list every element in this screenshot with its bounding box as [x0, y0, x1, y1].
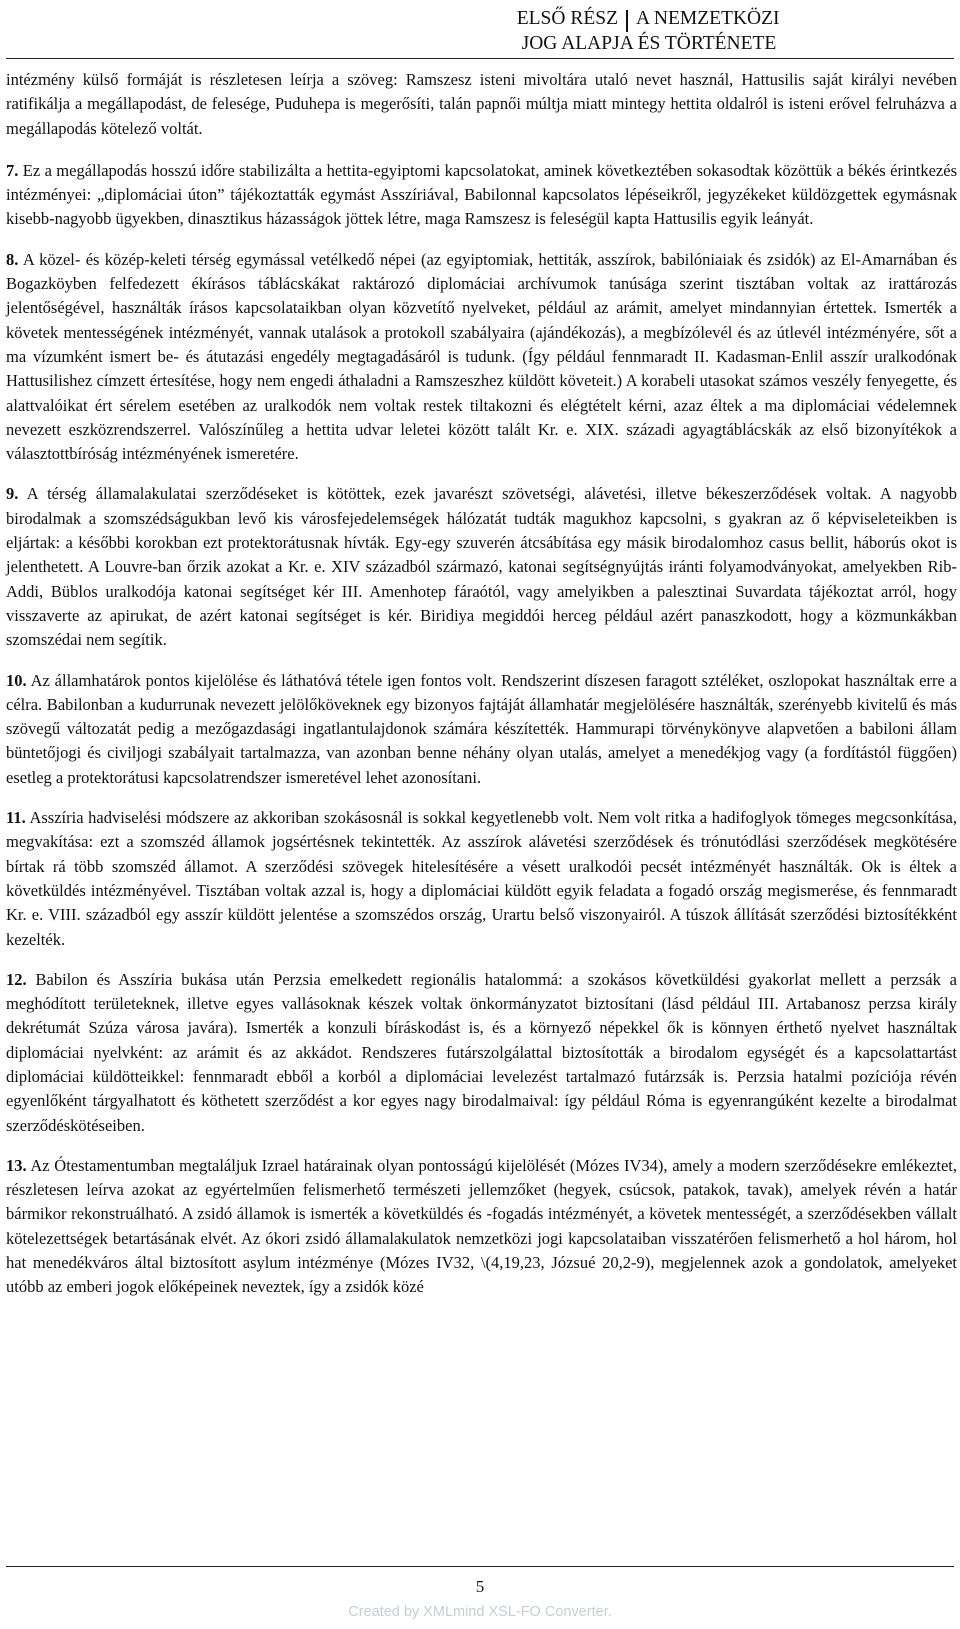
- running-header: [0, 4, 960, 56]
- paragraph-number: 7.: [6, 160, 19, 180]
- paragraph-text: A közel- és közép-keleti térség egymással vetélkedő népei (az egyiptomiak, hettiták, asszírok, babilóniaiak és zsidók) az El-Amarnában és Bogazköyben felfedezett ékírásos táblácskákat raktározó diplomáciai archívumok tanúsága szerint tisztában voltak az irattározás jelentőségével, használták írásos kapcsolataikban olyan közvetítő nyelveket, például az arámit, amelyet mindannyian értettek. Ismerték a követek mentességének intézményét, vannak utalások a protokoll szabályaira (ajándékozás), a megbízólevél és az útlevél intézményére, sőt a ma vízumként ismert be- és átutazási engedély megtagadásáról is tudunk. (Így például fennmaradt II. Kadasman-Enlil asszír uralkodónak Hattusilishez címzett értesítése, hogy nem engedi áthaladni a Ramszeszhez küldött követeit.) A korabeli utasokat számos veszély fenyegette, és alattvalóikat ért sérelem esetében az uralkodók nem voltak restek tiltakozni és elégtételt kérni, azaz éltek a ma diplomáciai védelemnek nevezett eszközrendszerrel. Valószínűleg a hettita udvar leletei között talált Kr. e. XIX. századi agyagtáblácskák az első bizonyítékok a választottbíróság intézményének ismeretére.: [6, 249, 957, 464]
- paragraph-text: Ez a megállapodás hosszú időre stabilizálta a hettita-egyiptomi kapcsolatokat, aminek következtében sokasodtak közöttük a békés érintkezés intézményei: „diplomáciai úton” tájékoztatták egymást Asszíriával, Babilonnal kapcsolatos lépéseikről, jegyzékeket küldözgettek egymásnak kisebb-nagyobb ügyekben, dinasztikus házasságok jöttek létre, maga Ramszesz is feleségül kapta Hattusilis egyik leányát.: [6, 160, 957, 229]
- paragraph: [6, 806, 957, 952]
- paragraph: [6, 248, 957, 467]
- document-body: [6, 68, 957, 1316]
- paragraph-text: Az Ótestamentumban megtaláljuk Izrael határainak olyan pontosságú kijelölését (Mózes IV34), amely a modern szerződésekre emlékeztet, részletesen leírva azokat az egyértelműen felismerhető természeti jellemzőket (hegyek, csúcsok, patakok, tavak), amelyek révén a határ bármikor rekonstruálható. A zsidó államok is ismerték a követküldés és -fogadás intézményét, a követek mentességét, a szerződésekben vállalt kötelezettségek betartásának elvét. Az ókori zsidó államalakulatok nemzetközi jogi kapcsolataiban visszatérően felismerhető a hol három, hol hat menedékváros által biztosított asylum intézménye (Mózes IV32, \(4,19,23, Józsué 20,2-9), megjelennek azok a gondolatok, amelyeket utóbb az emberi jogok előképeinek neveztek, így a zsidók közé: [6, 1155, 958, 1297]
- paragraph-number: 8.: [6, 249, 19, 269]
- header-chapter-line1: A NEMZETKÖZI: [636, 8, 780, 29]
- paragraph: [6, 68, 957, 141]
- footer-rule: [6, 1566, 954, 1567]
- header-part-label: ELSŐ RÉSZ: [516, 8, 618, 29]
- paragraph-number: 11.: [6, 808, 26, 828]
- paragraph-number: 13.: [6, 1155, 27, 1175]
- header-separator: [626, 10, 628, 32]
- paragraph: [6, 669, 957, 790]
- paragraph-text: Babilon és Asszíria bukása után Perzsia emelkedett regionális hatalommá: a szokásos követküldési gyakorlat mellett a perzsák a meghódított területeknek, illetve egyes vallásoknak készek voltak önkormányzatot biztosítani (lásd például III. Artabanosz perzsa király dekrétumát Szúza városa javára). Ismerték a konzuli bíráskodást is, és a környező népekkel ők is könnyen érthető nyelvet használtak diplomáciai nyelvként: az arámit és az akkádot. Rendszeres futárszolgálattal biztosították a birodalom egységét és a kapcsolattartást diplomáciai küldötteikkel: fennmaradt ebből a korból a diplomáciai levelezést tartalmazó futárzsák is. Perzsia hatalmi pozíciója révén egyenlőként tárgyalhatott és köthetett szerződést a kor egyes nagy birodalmaival: így például Róma is egyenrangúként kezelte a birodalmat szerződéskötéseiben.: [6, 969, 958, 1135]
- converter-credit: Created by XMLmind XSL-FO Converter.: [348, 1604, 612, 1620]
- paragraph: [6, 482, 957, 652]
- paragraph-text: A térség államalakulatai szerződéseket is kötöttek, ezek javarészt szövetségi, alávetési, illetve békeszerződések voltak. A nagyobb birodalmak a szomszédságukban levő kis városfejedelemségek hálózatát tudták magukhoz kapcsolni, s gyakran az ő képviseleteikben is eljártak: a későbbi korokban ezt protektorátusnak hívták. Egy-egy szuverén átcsábítása egy másik birodalomhoz casus bellit, háborús okot is jelenthetett. A Louvre-ban őrzik azokat a Kr. e. XIV századból származó, katonai segítségnyújtás iránti folyamodványokat, amelyekben Rib-Addi, Büblos uralkodója katonai segítséget kér III. Amenhotep fáraótól, vagy amelyikben a palesztinai Suvardata tájékoztat arról, hogy visszaverte az apirukat, de azért katonai segítséget is kér. Biridiya megiddói herceg például azért panaszkodott, hogy a közmunkákban szomszédai nem segítik.: [6, 484, 958, 650]
- paragraph-text: intézmény külső formáját is részletesen leírja a szöveg: Ramszesz isteni mivoltára utaló nevet használ, Hattusilis saját királyi nevében ratifikálja a megállapodást, de felesége, Puduhepa is megerősíti, talán papnői múltja miatt mintegy hettita oldalról is isteni erővel felruházva a megállapodás kötelező voltát.: [6, 70, 957, 138]
- header-rule: [6, 58, 954, 59]
- page-number: 5: [475, 1577, 485, 1596]
- paragraph-number: 12.: [6, 969, 27, 989]
- paragraph-text: Asszíria hadviselési módszere az akkoriban szokásosnál is sokkal kegyetlenebb volt. Nem volt ritka a hadifoglyok tömeges megcsonkítása, megvakítása: ezt a szomszéd államok jogsértésnek tekintették. Az asszírok alávetési szerződések és trónutódlási szerződések megkötésére bírtak rá több szomszéd államot. A szerződési szövegek hitelesítésére a vésett uralkodói pecsét intézményét használták. Ok is éltek a követküldés intézményével. Tisztában voltak azzal is, hogy a diplomáciai küldött egyik feladata a fogadó ország megismerése, és fennmaradt Kr. e. VIII. századból egy asszír küldött jelentése a szomszédos ország, Urartu belső viszonyairól. A túszok állítását szerződési biztosítékként kezelték.: [6, 808, 957, 949]
- header-chapter-line2: JOG ALAPJA ÉS TÖRTÉNETE: [521, 33, 777, 54]
- paragraph-number: 10.: [6, 670, 27, 690]
- paragraph-number: 9.: [6, 484, 19, 504]
- paragraph: [6, 968, 957, 1138]
- paragraph-text: Az államhatárok pontos kijelölése és láthatóvá tétele igen fontos volt. Rendszerint díszesen faragott sztéléket, oszlopokat használtak erre a célra. Babilonban a kudurrunak nevezett jelölőköveknek egy bizonyos fajtáját államhatár megjelölésére használták, szerényebb kivitelű és más szövegű változatát pedig a mezőgazdasági ingatlantulajdonok számára készítették. Hammurapi törvénykönyve alapvetően a babiloni állam büntetőjogi és civiljogi szabályait tartalmazza, van azonban benne néhány olyan utalás, amelyet a menedékjog vagy (a fordítástól függően) esetleg a protektorátusi kapcsolatrendszer ismeretével lehet azonosítani.: [6, 670, 957, 787]
- paragraph: [6, 159, 957, 232]
- paragraph: [6, 1154, 957, 1300]
